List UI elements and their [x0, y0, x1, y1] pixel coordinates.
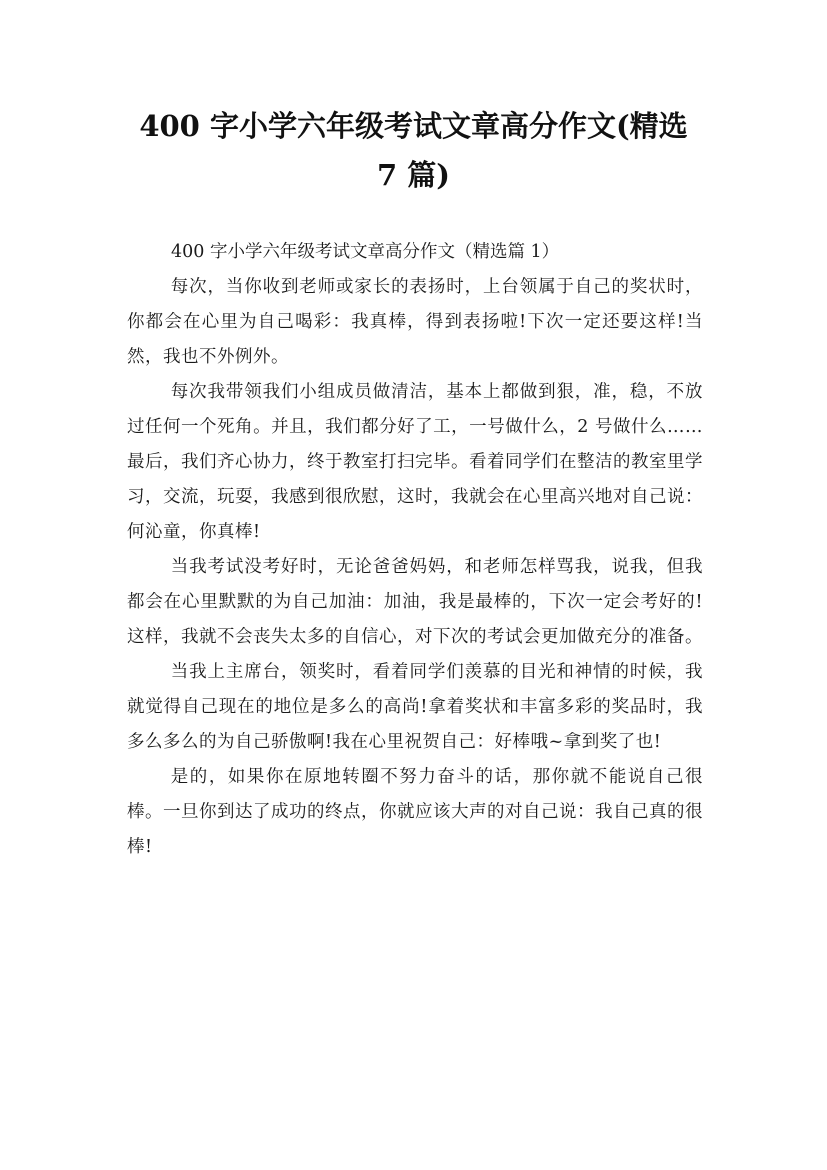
document-title — [110, 102, 717, 200]
document-title-line-2: 7 篇) — [377, 158, 450, 192]
body-paragraph-1: 每次，当你收到老师或家长的表扬时，上台领属于自己的奖状时，你都会在心里为自己喝彩：我真棒，得到表扬啦!下次一定还要这样!当然，我也不外例外。 — [127, 277, 703, 367]
body-paragraph-4: 当我上主席台，领奖时，看着同学们羡慕的目光和神情的时候，我就觉得自己现在的地位是多么的高尚!拿着奖状和丰富多彩的奖品时，我多么多么的为自己骄傲啊!我在心里祝贺自己：好棒哦~拿到奖了也! — [127, 662, 703, 752]
section-subtitle: 400 字小学六年级考试文章高分作文（精选篇 1） — [171, 242, 560, 262]
body-paragraph-5: 是的，如果你在原地转圈不努力奋斗的话，那你就不能说自己很棒。一旦你到达了成功的终点，你就应该大声的对自己说：我自己真的很棒! — [127, 767, 703, 857]
body-paragraph-2: 每次我带领我们小组成员做清洁，基本上都做到狠，准，稳，不放过任何一个死角。并且，我们都分好了工，一号做什么，2 号做什么……最后，我们齐心协力，终于教室打扫完毕。看着同学们在整洁的教室里学习，交流，玩耍，我感到很欣慰，这时，我就会在心里高兴地对自己说：何沁童，你真棒! — [127, 382, 703, 542]
document-title-line-1: 400 字小学六年级考试文章高分作文(精选 — [139, 109, 688, 143]
body-paragraph-3: 当我考试没考好时，无论爸爸妈妈，和老师怎样骂我，说我，但我都会在心里默默的为自己加油：加油，我是最棒的，下次一定会考好的!这样，我就不会丧失太多的自信心，对下次的考试会更加做充分的准备。 — [127, 557, 703, 647]
document-body — [127, 235, 703, 865]
